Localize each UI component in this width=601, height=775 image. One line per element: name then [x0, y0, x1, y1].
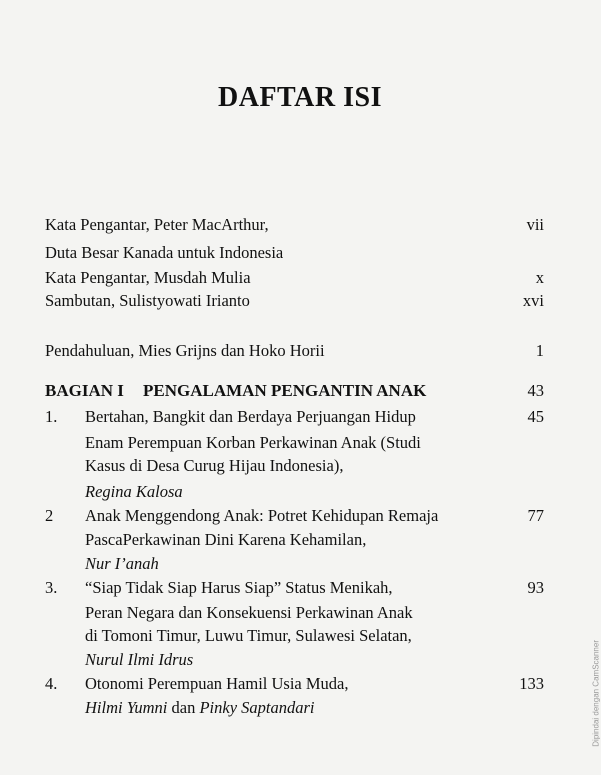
toc-entry-foreword-2-page: x — [535, 268, 544, 287]
chapter-4-author-join: dan — [167, 698, 200, 717]
chapter-3-title-line-1: “Siap Tidak Siap Harus Siap” Status Menikah, — [85, 578, 393, 597]
chapter-2-title-line-1: Anak Menggendong Anak: Potret Kehidupan Remaja — [85, 506, 439, 525]
toc-entry-introduction-page: 1 — [535, 341, 544, 360]
section-page: 43 — [527, 381, 544, 400]
chapter-4-number: 4. — [45, 674, 58, 693]
toc-entry-welcome-page: xvi — [522, 291, 544, 310]
chapter-1-title-line-2: Enam Perempuan Korban Perkawinan Anak (Studi — [85, 433, 421, 452]
toc-entry-welcome: Sambutan, Sulistyowati Irianto — [45, 291, 250, 310]
toc-entry-introduction: Pendahuluan, Mies Grijns dan Hoko Horii — [45, 341, 325, 360]
toc-entry-foreword-1-line-2: Duta Besar Kanada untuk Indonesia — [45, 243, 284, 262]
toc-entry-foreword-2: Kata Pengantar, Musdah Mulia — [45, 268, 251, 287]
chapter-3-title-line-2: Peran Negara dan Konsekuensi Perkawinan Anak — [85, 603, 413, 622]
chapter-3-number: 3. — [45, 578, 58, 597]
chapter-1-page: 45 — [527, 407, 544, 426]
toc-entry-foreword-1-page: vii — [526, 215, 544, 234]
chapter-2-number: 2 — [45, 506, 54, 525]
chapter-3-title-line-3: di Tomoni Timur, Luwu Timur, Sulawesi Selatan, — [85, 626, 412, 645]
chapter-3-page: 93 — [527, 578, 544, 597]
chapter-4-author-b: Pinky Saptandari — [199, 698, 315, 717]
chapter-4-authors — [85, 698, 314, 718]
chapter-1-author: Regina Kalosa — [85, 482, 183, 501]
chapter-4-title-line-1: Otonomi Perempuan Hamil Usia Muda, — [85, 674, 349, 693]
chapter-1-title-line-1: Bertahan, Bangkit dan Berdaya Perjuangan Hidup — [85, 407, 416, 426]
chapter-1-title-line-3: Kasus di Desa Curug Hijau Indonesia), — [85, 456, 344, 475]
chapter-2-title-line-2: PascaPerkawinan Dini Karena Kehamilan, — [85, 530, 367, 549]
section-title: PENGALAMAN PENGANTIN ANAK — [143, 381, 427, 400]
chapter-2-page: 77 — [527, 506, 544, 525]
section-label: BAGIAN I — [45, 381, 124, 400]
toc-entry-foreword-1-line-1: Kata Pengantar, Peter MacArthur, — [45, 215, 269, 234]
chapter-3-author: Nurul Ilmi Idrus — [85, 650, 194, 669]
chapter-2-author: Nur I’anah — [85, 554, 159, 573]
chapter-4-author-a: Hilmi Yumni — [85, 698, 168, 717]
page-title: DAFTAR ISI — [218, 82, 382, 113]
chapter-1-number: 1. — [45, 407, 58, 426]
scanner-watermark: Dipindai dengan CamScanner — [592, 640, 601, 747]
chapter-4-page: 133 — [519, 674, 544, 693]
